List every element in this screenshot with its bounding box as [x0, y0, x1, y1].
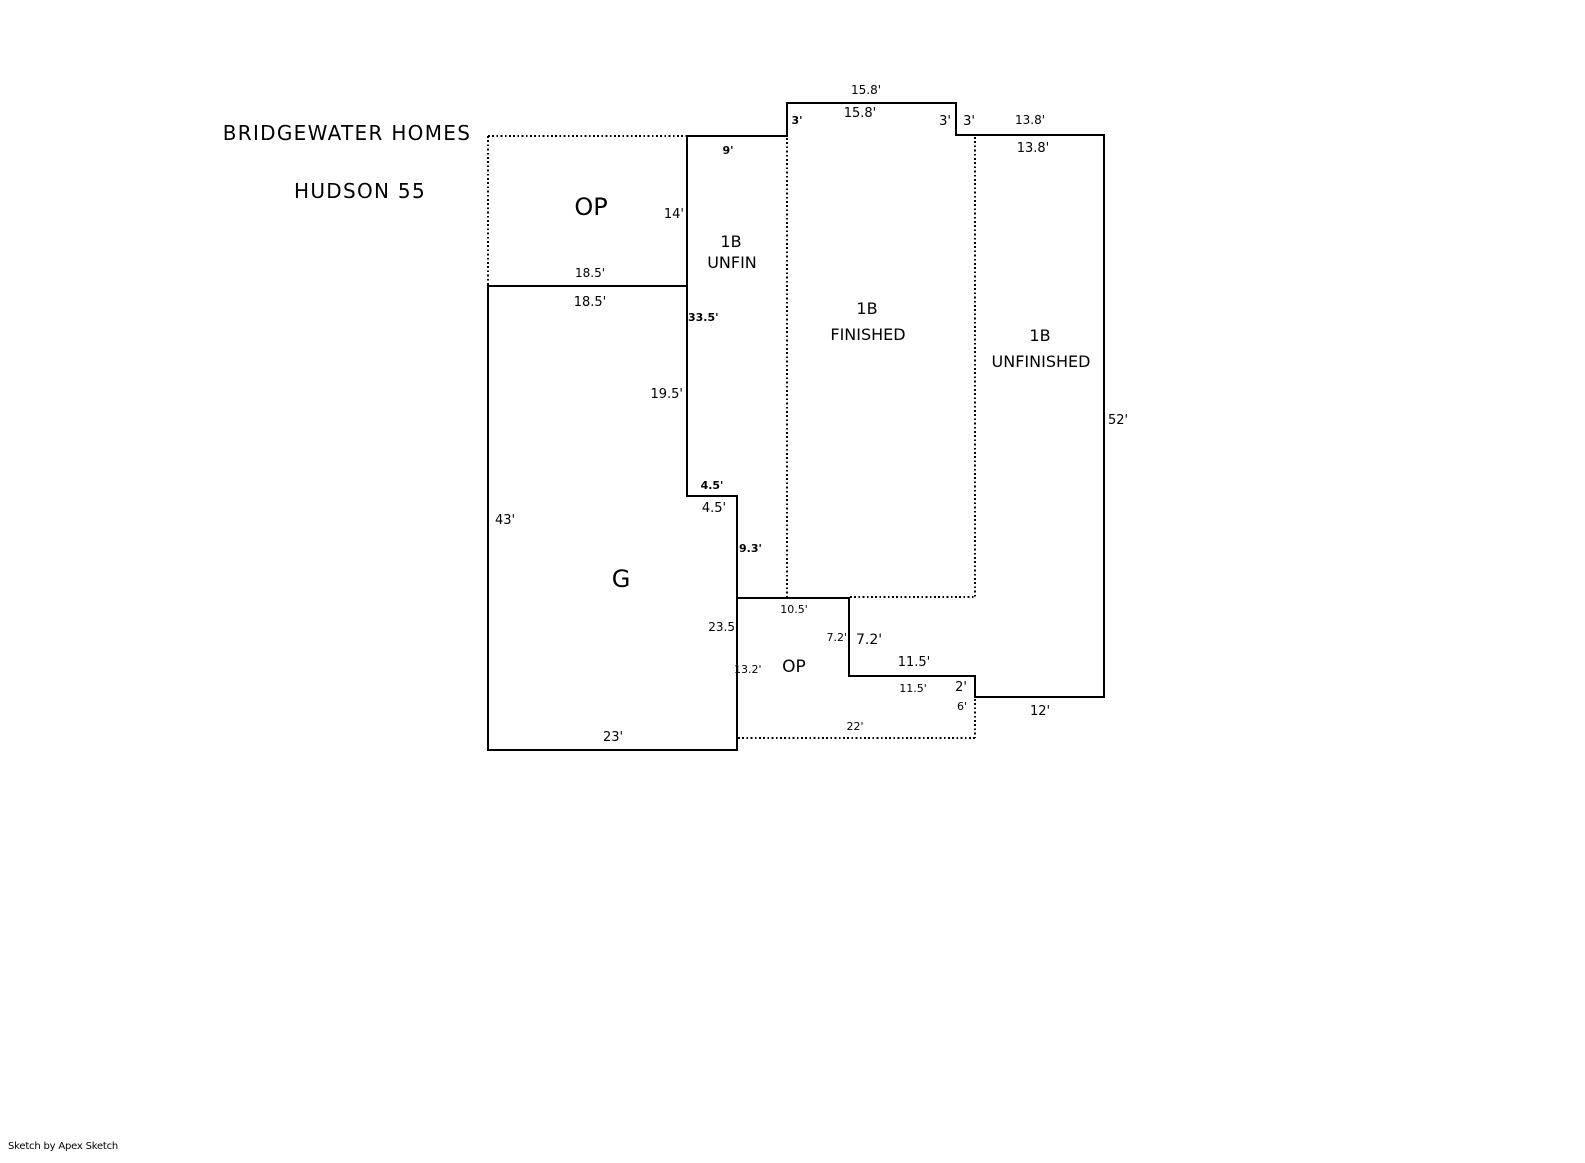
dimension-label: 14' — [663, 207, 684, 222]
dimension-label: 4.5' — [701, 501, 727, 516]
builder-title: BRIDGEWATER HOMES — [222, 121, 472, 145]
dimension-label: 18.5' — [574, 266, 606, 280]
room-label-text: FINISHED — [830, 325, 906, 344]
room-label-text: UNFIN — [707, 253, 757, 272]
dimension-label: 4.5' — [700, 479, 724, 492]
dimension-label: 23' — [602, 730, 624, 745]
dimension-label: 13.8' — [1014, 113, 1046, 127]
dimension-label: 15.8' — [850, 83, 882, 97]
dimension-label: 3' — [939, 114, 951, 129]
dimension-label: 43' — [494, 513, 516, 528]
dimension-label: 7.2' — [826, 631, 847, 644]
room-label-text: UNFINISHED — [991, 352, 1091, 371]
room-label-open-porch-top — [574, 193, 607, 221]
model-title: HUDSON 55 — [294, 179, 426, 203]
room-label-text: OP — [574, 193, 608, 221]
dimension-label: 6' — [956, 700, 968, 713]
dimension-label: 11.5' — [899, 682, 927, 695]
room-label-garage — [612, 565, 631, 593]
room-label-text: OP — [782, 657, 806, 677]
dimension-label: 19.5' — [650, 387, 683, 402]
dimension-label: 22' — [846, 720, 864, 733]
room-label-open-porch-bottom — [782, 657, 806, 677]
dimension-labels — [495, 83, 1128, 745]
dimension-label: 18.5' — [573, 295, 607, 310]
dimension-label: 9.3' — [739, 542, 762, 555]
dimension-label: 13.8' — [1016, 141, 1050, 156]
dimension-label: 52' — [1108, 413, 1129, 428]
room-labels — [574, 193, 1090, 677]
room-label-basement-unfinished — [992, 326, 1091, 371]
room-label-text: 1B — [856, 299, 878, 318]
dimension-label: 33.5' — [688, 311, 719, 324]
dimension-label: 2' — [955, 680, 967, 695]
dimension-label: 10.5' — [780, 603, 808, 616]
dimension-label: 12' — [1029, 704, 1051, 719]
room-label-text: 1B — [1029, 326, 1051, 345]
apex-sketch-credit: Sketch by Apex Sketch — [8, 1141, 119, 1152]
dimension-label: 23.5 — [708, 620, 735, 634]
dimension-label: 3' — [791, 114, 803, 127]
room-label-text: 1B — [720, 232, 742, 251]
dimension-label: 9' — [722, 144, 734, 157]
dimension-label: 11.5' — [897, 655, 931, 670]
room-label-text: G — [611, 565, 631, 593]
room-label-basement-finished — [830, 299, 905, 344]
dimension-label: 3' — [963, 114, 975, 129]
dimension-label: 15.8' — [843, 106, 877, 121]
dimension-label: 7.2' — [856, 632, 883, 648]
dotted-boundaries — [488, 136, 975, 738]
room-label-basement-unfin — [707, 232, 757, 272]
dimension-label: 13.2' — [734, 663, 762, 676]
